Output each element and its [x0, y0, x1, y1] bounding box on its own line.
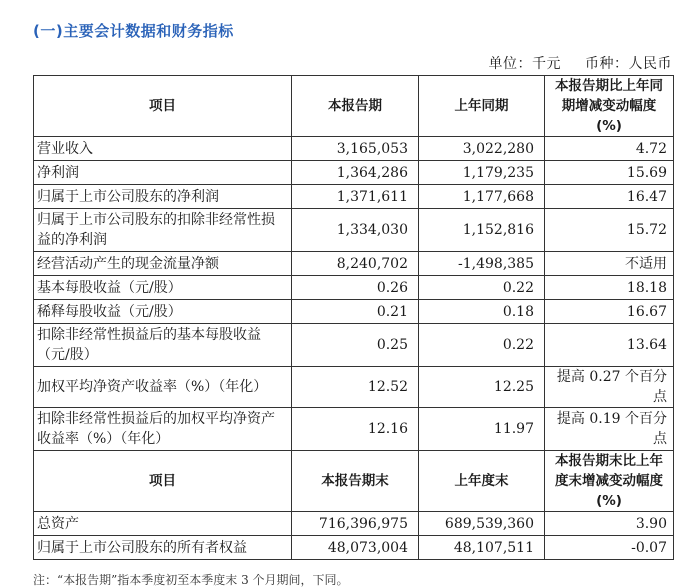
row-current: 3,165,053	[292, 137, 419, 161]
table-row	[34, 367, 674, 408]
row-change: 4.72	[545, 137, 674, 161]
row-item: 总资产	[34, 512, 292, 536]
row-item: 基本每股收益（元/股）	[34, 276, 292, 300]
unit-line	[489, 53, 673, 73]
row-current: 716,396,975	[292, 512, 419, 536]
row-change: 15.69	[545, 161, 674, 185]
table-header-row	[34, 451, 674, 512]
footnote: 注：“本报告期”指本季度初至本季度末 3 个月期间，下同。	[33, 573, 349, 587]
row-current: 1,334,030	[292, 209, 419, 252]
row-prior: 0.22	[419, 324, 545, 367]
row-change: 15.72	[545, 209, 674, 252]
col-header-change: 本报告期比上年同期增减变动幅度(%)	[545, 76, 674, 137]
row-item: 归属于上市公司股东的扣除非经常性损益的净利润	[34, 209, 292, 252]
row-prior: 11.97	[419, 408, 545, 451]
row-change: 提高 0.27 个百分点	[545, 367, 674, 408]
unit-label: 单位：千元	[488, 56, 561, 72]
table-row	[34, 512, 674, 536]
table-row	[34, 185, 674, 209]
row-prior: 0.22	[419, 276, 545, 300]
row-prior: -1,498,385	[419, 252, 545, 276]
col-header-item: 项目	[34, 451, 292, 512]
row-item: 归属于上市公司股东的所有者权益	[34, 536, 292, 560]
table-row	[34, 276, 674, 300]
row-change: 提高 0.19 个百分点	[545, 408, 674, 451]
row-item: 归属于上市公司股东的净利润	[34, 185, 292, 209]
table-row	[34, 536, 674, 560]
row-current: 1,371,611	[292, 185, 419, 209]
table-row	[34, 408, 674, 451]
row-item: 营业收入	[34, 137, 292, 161]
row-current: 0.21	[292, 300, 419, 324]
row-change: 16.47	[545, 185, 674, 209]
row-current: 8,240,702	[292, 252, 419, 276]
table-row	[34, 137, 674, 161]
row-current: 1,364,286	[292, 161, 419, 185]
row-change: 3.90	[545, 512, 674, 536]
currency-label: 币种：人民币	[585, 56, 672, 72]
row-item: 扣除非经常性损益后的加权平均净资产收益率（%）（年化）	[34, 408, 292, 451]
row-prior: 12.25	[419, 367, 545, 408]
row-prior: 1,152,816	[419, 209, 545, 252]
row-prior: 1,179,235	[419, 161, 545, 185]
row-current: 48,073,004	[292, 536, 419, 560]
row-item: 经营活动产生的现金流量净额	[34, 252, 292, 276]
row-item: 扣除非经常性损益后的基本每股收益（元/股）	[34, 324, 292, 367]
row-item: 净利润	[34, 161, 292, 185]
col-header-prior-period: 上年同期	[419, 76, 545, 137]
row-item: 加权平均净资产收益率（%）（年化）	[34, 367, 292, 408]
col-header-change: 本报告期末比上年度末增减变动幅度(%)	[545, 451, 674, 512]
financial-indicators-table	[33, 75, 674, 560]
col-header-item: 项目	[34, 76, 292, 137]
row-prior: 3,022,280	[419, 137, 545, 161]
col-header-current-period: 本报告期	[292, 76, 419, 137]
table-header-row	[34, 76, 674, 137]
row-prior: 689,539,360	[419, 512, 545, 536]
row-current: 12.52	[292, 367, 419, 408]
col-header-period-end: 本报告期末	[292, 451, 419, 512]
row-prior: 1,177,668	[419, 185, 545, 209]
row-current: 0.25	[292, 324, 419, 367]
table-row	[34, 324, 674, 367]
table-row	[34, 161, 674, 185]
row-change: 不适用	[545, 252, 674, 276]
table-row	[34, 300, 674, 324]
table-row	[34, 209, 674, 252]
row-change: -0.07	[545, 536, 674, 560]
row-item: 稀释每股收益（元/股）	[34, 300, 292, 324]
row-change: 16.67	[545, 300, 674, 324]
row-prior: 48,107,511	[419, 536, 545, 560]
section-title: (一)主要会计数据和财务指标	[33, 22, 234, 40]
row-current: 12.16	[292, 408, 419, 451]
col-header-prior-year-end: 上年度末	[419, 451, 545, 512]
row-change: 18.18	[545, 276, 674, 300]
table-row	[34, 252, 674, 276]
row-current: 0.26	[292, 276, 419, 300]
row-change: 13.64	[545, 324, 674, 367]
row-prior: 0.18	[419, 300, 545, 324]
